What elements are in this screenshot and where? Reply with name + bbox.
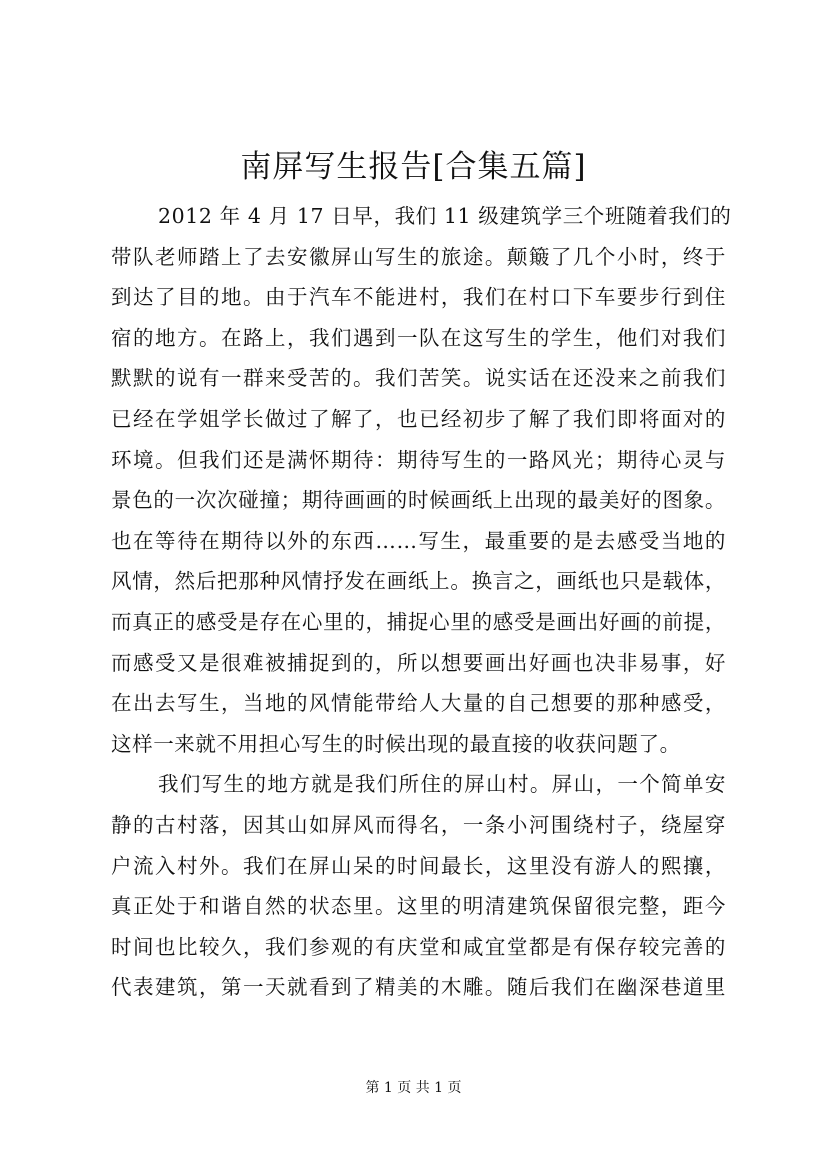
- paragraph-2-line: 时间也比较久，我们参观的有庆堂和咸宜堂都是有保存较完善的: [111, 934, 726, 959]
- document-body: [111, 196, 732, 1008]
- paragraph-1-line: 宿的地方。在路上，我们遇到一队在这写生的学生，他们对我们: [111, 325, 726, 350]
- paragraph-1-line: 也在等待在期待以外的东西……写生，最重要的是去感受当地的: [111, 528, 726, 553]
- page-number-footer: 第 1 页 共 1 页: [365, 1080, 462, 1096]
- paragraph-1-line: 而真正的感受是存在心里的，捕捉心里的感受是画出好画的前提，: [111, 609, 726, 634]
- document-title: 南屏写生报告[合集五篇]: [240, 149, 587, 185]
- paragraph-1-line: 在出去写生，当地的风情能带给人大量的自己想要的那种感受，: [111, 691, 726, 716]
- paragraph-1-line: 2012 年 4 月 17 日早，我们 11 级建筑学三个班随着我们的: [158, 204, 732, 228]
- paragraph-2-line: 静的古村落，因其山如屏风而得名，一条小河围绕村子，绕屋穿: [111, 812, 726, 837]
- paragraph-1-line: 环境。但我们还是满怀期待：期待写生的一路风光；期待心灵与: [111, 447, 726, 472]
- paragraph-2-line: 我们写生的地方就是我们所住的屏山村。屏山，一个简单安: [158, 772, 726, 797]
- paragraph-1-line: 带队老师踏上了去安徽屏山写生的旅途。颠簸了几个小时，终于: [111, 244, 726, 269]
- paragraph-1-line: 这样一来就不用担心写生的时候出现的最直接的收获问题了。: [111, 731, 681, 756]
- paragraph-1-line: 而感受又是很难被捕捉到的，所以想要画出好画也决非易事，好: [111, 650, 726, 675]
- paragraph-1-line: 默默的说有一群来受苦的。我们苦笑。说实话在还没来之前我们: [111, 366, 726, 391]
- paragraph-2-line: 真正处于和谐自然的状态里。这里的明清建筑保留很完整，距今: [111, 894, 726, 919]
- paragraph-1-line: 景色的一次次碰撞；期待画画的时候画纸上出现的最美好的图象。: [111, 488, 726, 513]
- paragraph-2-line: 户流入村外。我们在屏山呆的时间最长，这里没有游人的熙攘，: [111, 853, 726, 878]
- paragraph-1-line: 已经在学姐学长做过了解了，也已经初步了解了我们即将面对的: [111, 406, 726, 431]
- paragraph-1-line: 风情，然后把那种风情抒发在画纸上。换言之，画纸也只是载体，: [111, 569, 726, 594]
- paragraph-1-line: 到达了目的地。由于汽车不能进村，我们在村口下车要步行到住: [111, 285, 726, 310]
- paragraph-2-line: 代表建筑，第一天就看到了精美的木雕。随后我们在幽深巷道里: [111, 975, 726, 1000]
